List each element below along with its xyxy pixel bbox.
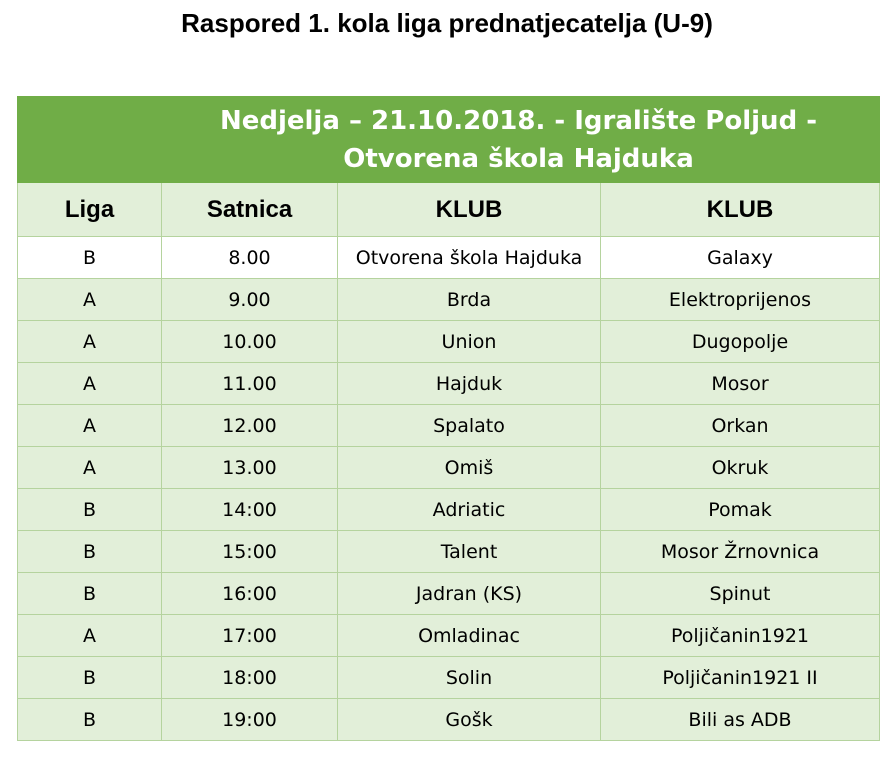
klub-home-cell: Talent — [338, 531, 601, 573]
banner-line-2: Otvorena škola Hajduka — [343, 143, 694, 174]
klub-home-cell: Hajduk — [338, 363, 601, 405]
liga-cell: A — [18, 279, 162, 321]
date-venue-banner — [18, 97, 880, 183]
liga-cell: B — [18, 531, 162, 573]
satnica-cell: 10.00 — [162, 321, 338, 363]
klub-away-cell: Dugopolje — [601, 321, 880, 363]
klub-home-cell: Omiš — [338, 447, 601, 489]
satnica-cell: 8.00 — [162, 237, 338, 279]
liga-cell: B — [18, 657, 162, 699]
klub-away-cell: Spinut — [601, 573, 880, 615]
liga-cell: A — [18, 447, 162, 489]
klub-away-cell: Galaxy — [601, 237, 880, 279]
satnica-cell: 9.00 — [162, 279, 338, 321]
satnica-cell: 19:00 — [162, 699, 338, 741]
table-row — [18, 615, 880, 657]
satnica-cell: 11.00 — [162, 363, 338, 405]
table-row — [18, 405, 880, 447]
liga-cell: A — [18, 405, 162, 447]
column-header-klub-away: KLUB — [601, 183, 880, 237]
liga-cell: A — [18, 615, 162, 657]
satnica-cell: 12.00 — [162, 405, 338, 447]
klub-away-cell: Pomak — [601, 489, 880, 531]
klub-home-cell: Omladinac — [338, 615, 601, 657]
klub-home-cell: Otvorena škola Hajduka — [338, 237, 601, 279]
klub-away-cell: Okruk — [601, 447, 880, 489]
satnica-cell: 14:00 — [162, 489, 338, 531]
header-row — [18, 183, 880, 237]
klub-home-cell: Adriatic — [338, 489, 601, 531]
table-row — [18, 657, 880, 699]
table-row — [18, 573, 880, 615]
column-header-klub-home: KLUB — [338, 183, 601, 237]
klub-home-cell: Brda — [338, 279, 601, 321]
table-row — [18, 489, 880, 531]
table-row — [18, 531, 880, 573]
liga-cell: A — [18, 363, 162, 405]
satnica-cell: 15:00 — [162, 531, 338, 573]
klub-home-cell: Solin — [338, 657, 601, 699]
satnica-cell: 17:00 — [162, 615, 338, 657]
column-header-satnica: Satnica — [162, 183, 338, 237]
liga-cell: B — [18, 699, 162, 741]
liga-cell: B — [18, 573, 162, 615]
klub-away-cell: Elektroprijenos — [601, 279, 880, 321]
liga-cell: B — [18, 489, 162, 531]
table-row — [18, 237, 880, 279]
table-row — [18, 699, 880, 741]
klub-away-cell: Poljičanin1921 — [601, 615, 880, 657]
satnica-cell: 16:00 — [162, 573, 338, 615]
klub-home-cell: Gošk — [338, 699, 601, 741]
satnica-cell: 18:00 — [162, 657, 338, 699]
page-title: Raspored 1. kola liga prednatjecatelja (U-9) — [181, 8, 713, 38]
klub-home-cell: Spalato — [338, 405, 601, 447]
liga-cell: A — [18, 321, 162, 363]
klub-away-cell: Mosor Žrnovnica — [601, 531, 880, 573]
liga-cell: B — [18, 237, 162, 279]
klub-away-cell: Poljičanin1921 II — [601, 657, 880, 699]
schedule-table — [17, 96, 880, 741]
klub-away-cell: Orkan — [601, 405, 880, 447]
satnica-cell: 13.00 — [162, 447, 338, 489]
table-row — [18, 363, 880, 405]
banner-row — [18, 97, 880, 183]
banner-line-1: Nedjelja – 21.10.2018. - Igralište Poljud - — [219, 105, 818, 136]
column-header-liga: Liga — [18, 183, 162, 237]
klub-away-cell: Mosor — [601, 363, 880, 405]
table-row — [18, 279, 880, 321]
klub-home-cell: Union — [338, 321, 601, 363]
klub-home-cell: Jadran (KS) — [338, 573, 601, 615]
table-row — [18, 447, 880, 489]
table-row — [18, 321, 880, 363]
klub-away-cell: Bili as ADB — [601, 699, 880, 741]
